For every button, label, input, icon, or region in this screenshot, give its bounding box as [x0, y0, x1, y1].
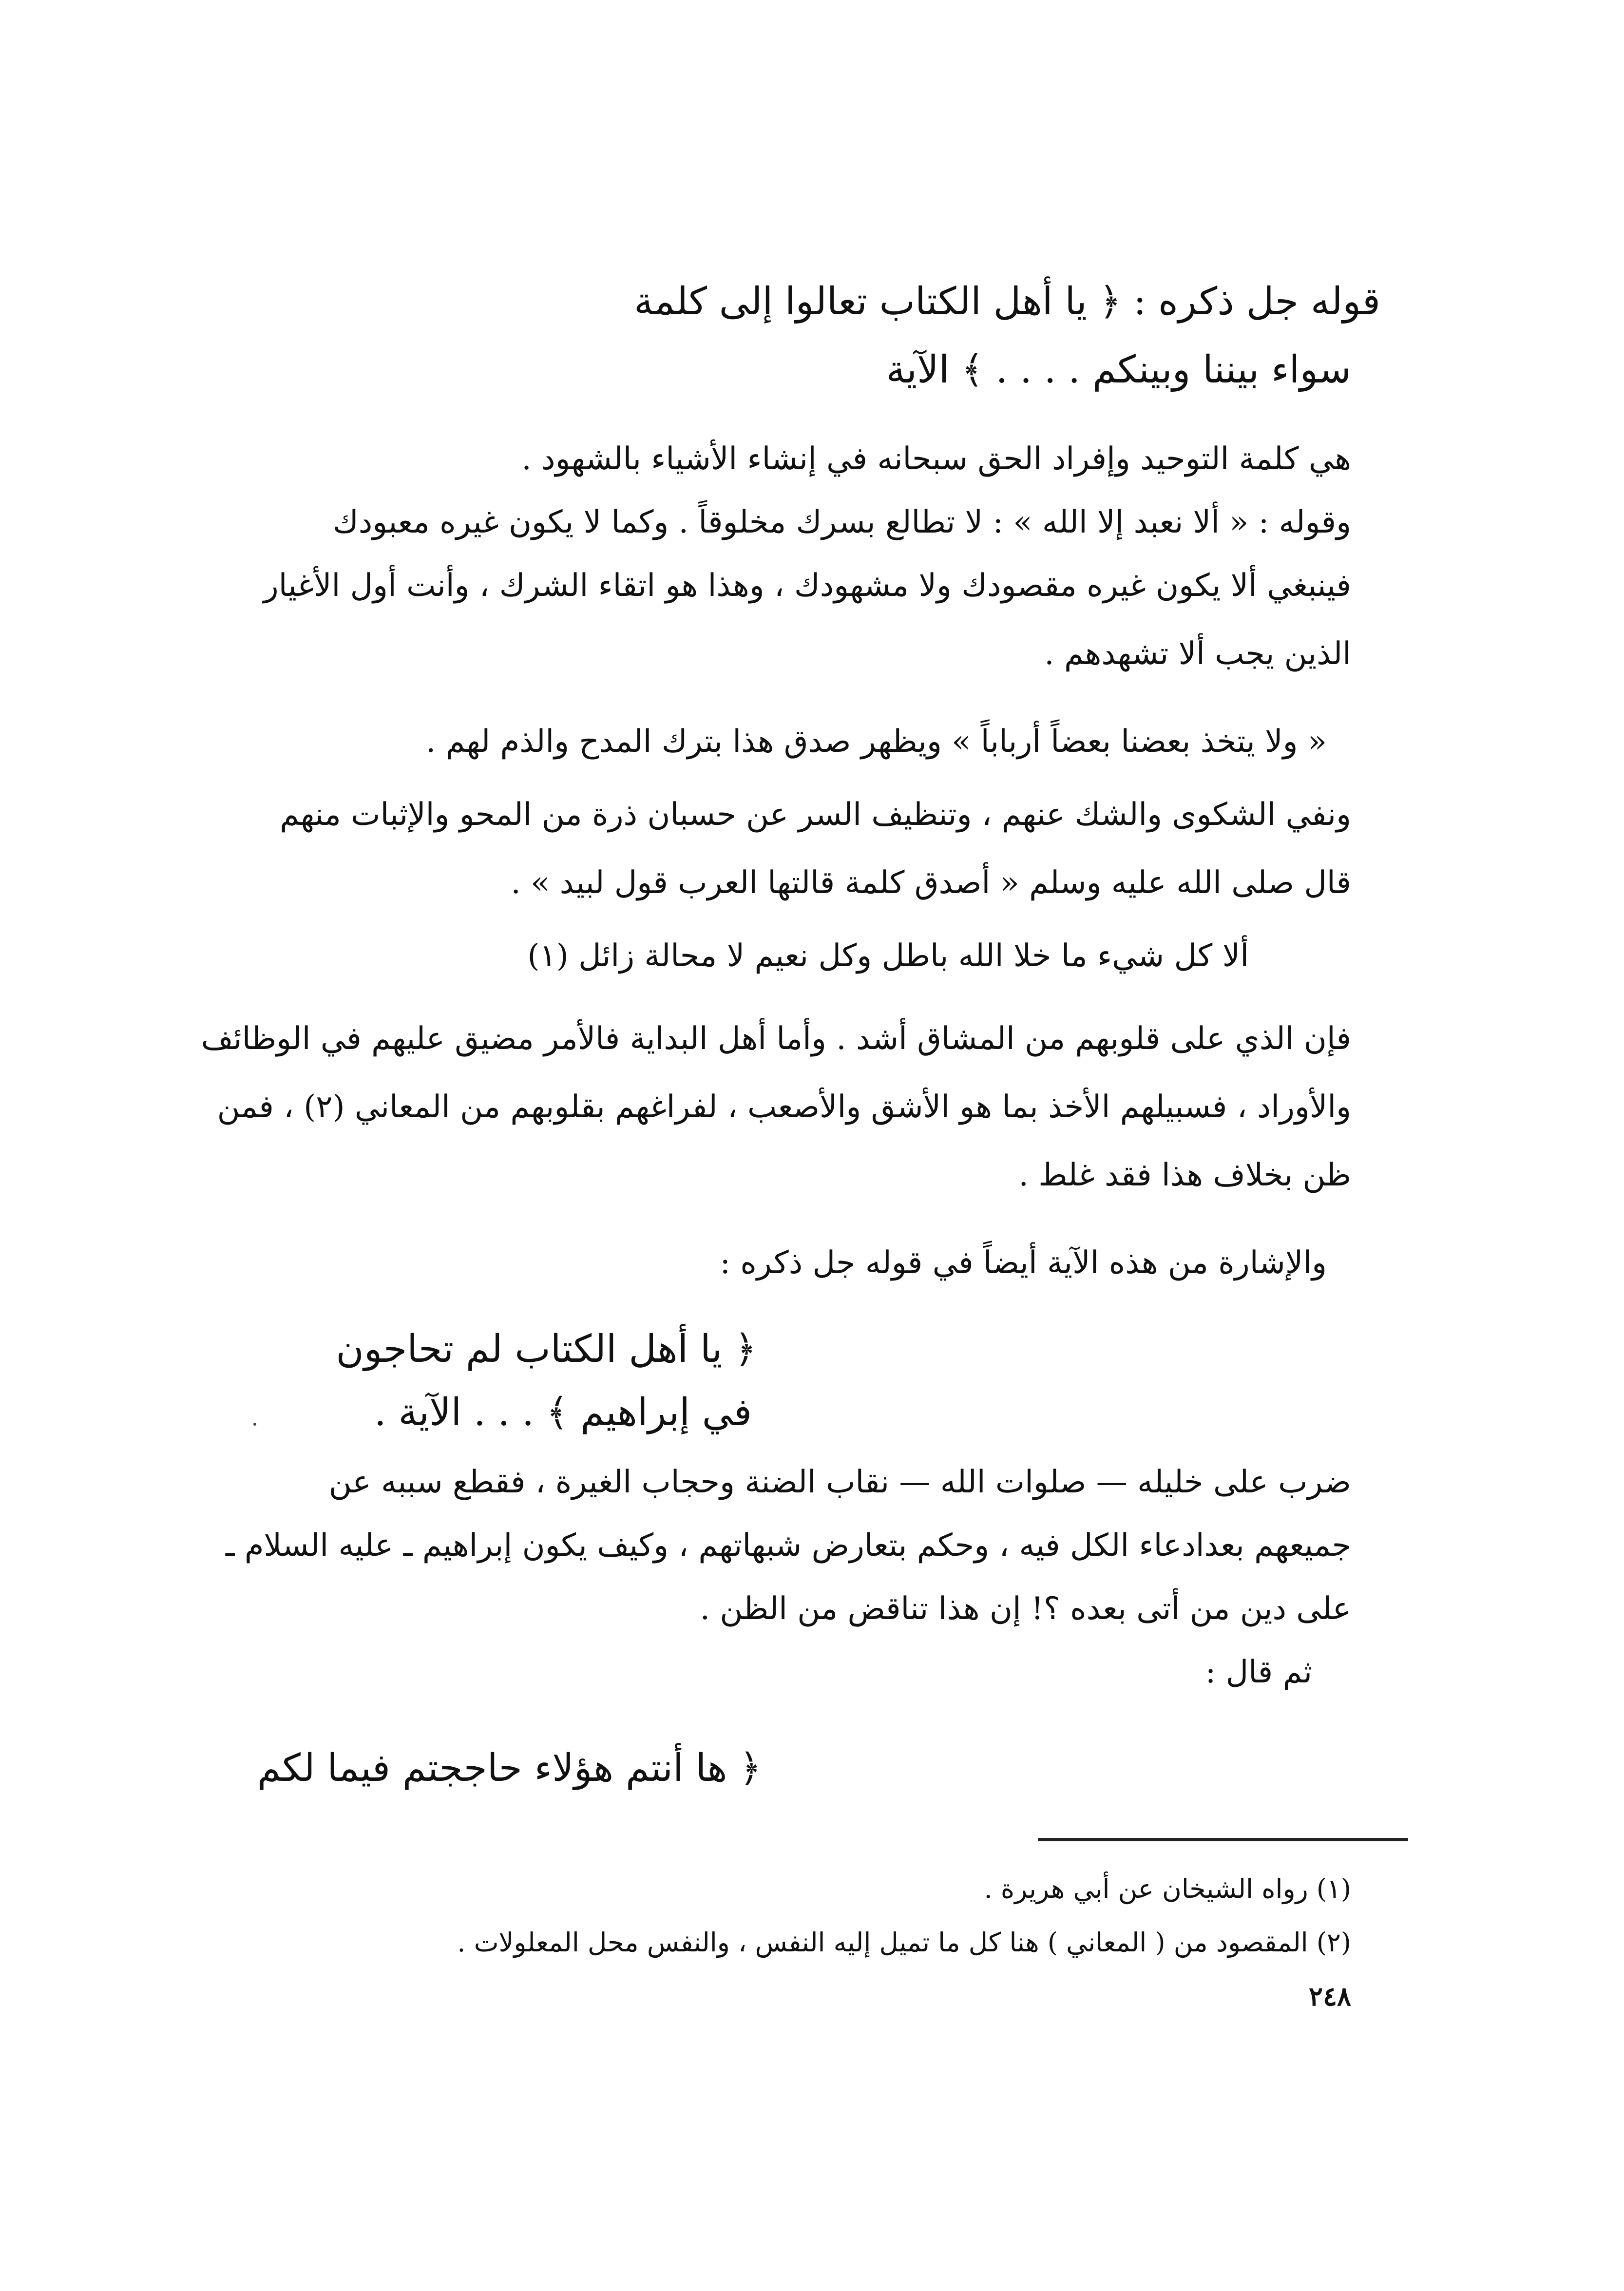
- footnote-2: (٢) المقصود من ( المعاني ) هنا كل ما تميل إليه النفس ، والنفس محل المعلولات .: [457, 1927, 1351, 1958]
- body-line: ضرب على خليله — صلوات الله — نقاب الضنة وحجاب الغيرة ، فقطع سببه عن: [328, 1464, 1351, 1500]
- footnote-1: (١) رواه الشيخان عن أبي هريرة .: [984, 1873, 1351, 1904]
- body-line: والإشارة من هذه الآية أيضاً في قوله جل ذكره :: [720, 1245, 1327, 1281]
- verse-line-3: ﴿ ها أنتم هؤلاء حاججتم فيما لكم: [257, 1746, 762, 1790]
- poetry-verse: ألا كل شيء ما خلا الله باطل وكل نعيم لا محالة زائل (١): [527, 938, 1249, 974]
- body-line: فينبغي ألا يكون غيره مقصودك ولا مشهودك ، وهذا هو اتقاء الشرك ، وأنت أول الأغيار: [263, 568, 1351, 604]
- body-line: « ولا يتخذ بعضنا بعضاً أرباباً » ويظهر صدق هذا بترك المدح والذم لهم .: [425, 724, 1327, 760]
- verse-heading-line-1: قوله جل ذكره : ﴿ يا أهل الكتاب تعالوا إلى كلمة: [634, 280, 1380, 324]
- body-line: وقوله : « ألا نعبد إلا الله » : لا تطالع بسرك مخلوقاً . وكما لا يكون غيره معبودك: [332, 504, 1351, 540]
- body-line: ونفي الشكوى والشك عنهم ، وتنظيف السر عن حسبان ذرة من المحو والإثبات منهم: [280, 797, 1351, 833]
- body-line: الذين يجب ألا تشهدهم .: [1044, 636, 1351, 672]
- verse-line-1: ﴿ يا أهل الكتاب لم تحاجون: [336, 1327, 757, 1371]
- scan-speck: [253, 1423, 256, 1426]
- verse-line-2: في إبراهيم ﴾ . . . الآية .: [374, 1391, 752, 1434]
- body-line: جميعهم بعدادعاء الكل فيه ، وحكم بتعارض شبهاتهم ، وكيف يكون إبراهيم ـ عليه السلام ـ: [225, 1527, 1351, 1564]
- body-line: هي كلمة التوحيد وإفراد الحق سبحانه في إنشاء الأشياء بالشهود .: [521, 441, 1351, 477]
- body-line: على دين من أتى بعده ؟! إن هذا تناقض من الظن .: [700, 1591, 1351, 1627]
- body-line: ظن بخلاف هذا فقد غلط .: [1018, 1157, 1351, 1193]
- body-line: فإن الذي على قلوبهم من المشاق أشد . وأما أهل البداية فالأمر مضيق عليهم في الوظائف: [201, 1021, 1351, 1057]
- body-line: قال صلى الله عليه وسلم « أصدق كلمة قالتها العرب قول لبيد » .: [511, 865, 1351, 901]
- verse-heading-line-2: سواء بيننا وبينكم . . . . ﴾ الآية: [886, 348, 1351, 392]
- footnote-separator: [1038, 1838, 1408, 1841]
- page-number: ٢٤٨: [1308, 1981, 1351, 2012]
- body-line: والأوراد ، فسبيلهم الأخذ بما هو الأشق والأصعب ، لفراغهم بقلوبهم من المعاني (٢) ، فمن: [217, 1089, 1351, 1125]
- body-line: ثم قال :: [1205, 1654, 1312, 1690]
